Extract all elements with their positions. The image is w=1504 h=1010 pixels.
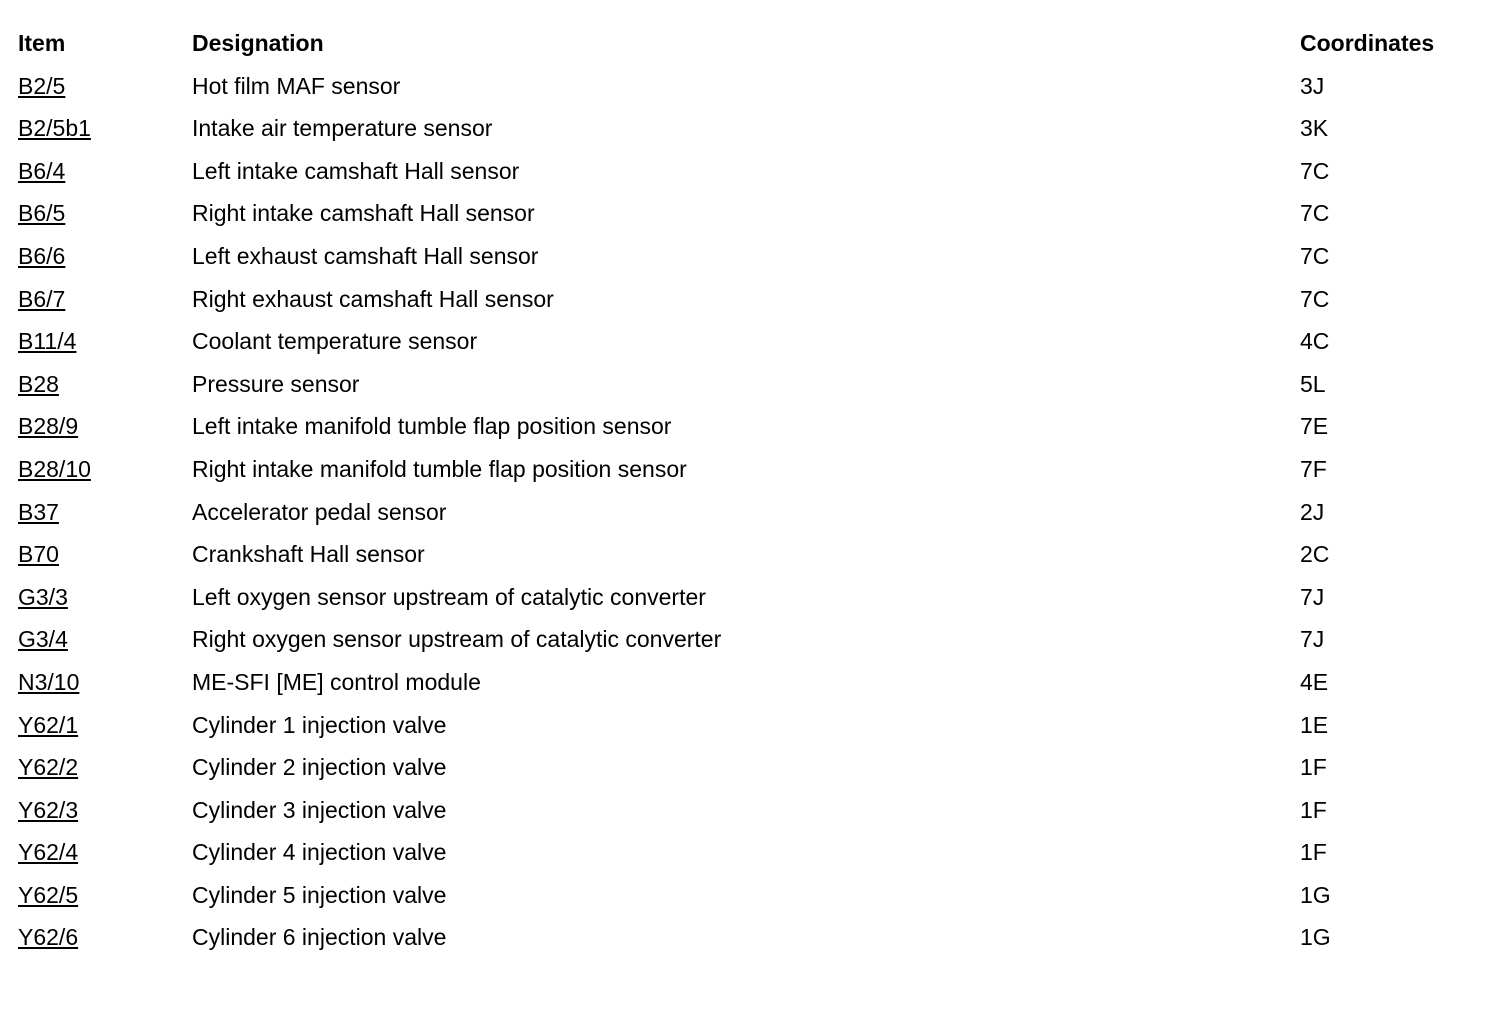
table-row: [18, 746, 1488, 789]
item-link[interactable]: B11/4: [18, 328, 77, 355]
item-link[interactable]: Y62/5: [18, 881, 79, 908]
coordinates-cell: 7C: [1300, 285, 1330, 312]
table-row: [18, 491, 1488, 534]
coordinates-cell: 4E: [1300, 668, 1329, 695]
item-cell: [18, 107, 91, 149]
coordinates-cell: 7C: [1300, 157, 1330, 184]
item-link[interactable]: Y62/1: [18, 711, 79, 738]
table-row: [18, 192, 1488, 235]
item-link[interactable]: B28/9: [18, 413, 79, 440]
table-row: [18, 916, 1488, 959]
header-item: Item: [18, 30, 66, 56]
item-cell: [18, 746, 78, 788]
component-legend-table: [18, 22, 1488, 959]
item-cell: [18, 661, 79, 703]
table-header-row: [18, 22, 1488, 65]
item-link[interactable]: B70: [18, 541, 59, 568]
item-link[interactable]: B6/5: [18, 200, 66, 227]
table-row: [18, 405, 1488, 448]
item-link[interactable]: N3/10: [18, 668, 80, 695]
coordinates-cell: 7C: [1300, 242, 1330, 269]
table-row: [18, 363, 1488, 406]
designation-cell: Crankshaft Hall sensor: [192, 541, 425, 568]
coordinates-cell: 4C: [1300, 328, 1330, 355]
table-row: [18, 874, 1488, 917]
coordinates-cell: 7E: [1300, 413, 1329, 440]
designation-cell: Left intake camshaft Hall sensor: [192, 157, 520, 184]
table-body: [18, 65, 1488, 959]
coordinates-cell: 2C: [1300, 541, 1330, 568]
item-link[interactable]: G3/4: [18, 626, 68, 653]
item-cell: [18, 363, 59, 405]
coordinates-cell: 1F: [1300, 839, 1327, 866]
item-link[interactable]: B6/6: [18, 242, 66, 269]
designation-cell: Accelerator pedal sensor: [192, 498, 447, 525]
table-row: [18, 789, 1488, 832]
designation-cell: Right intake manifold tumble flap position sensor: [192, 455, 687, 482]
item-cell: [18, 874, 78, 916]
item-link[interactable]: Y62/6: [18, 924, 79, 951]
header-coordinates: Coordinates: [1300, 30, 1435, 56]
item-cell: [18, 533, 59, 575]
designation-cell: Left intake manifold tumble flap position sensor: [192, 413, 672, 440]
item-link[interactable]: Y62/2: [18, 754, 79, 781]
item-link[interactable]: B6/4: [18, 157, 66, 184]
item-cell: [18, 831, 78, 873]
item-cell: [18, 278, 65, 320]
table-row: [18, 448, 1488, 491]
item-cell: [18, 491, 59, 533]
item-link[interactable]: B28: [18, 370, 59, 397]
coordinates-cell: 2J: [1300, 498, 1325, 525]
item-cell: [18, 448, 91, 490]
designation-cell: Cylinder 4 injection valve: [192, 839, 447, 866]
designation-cell: Cylinder 2 injection valve: [192, 754, 447, 781]
coordinates-cell: 7J: [1300, 583, 1325, 610]
item-link[interactable]: B2/5: [18, 72, 66, 99]
table-row: [18, 320, 1488, 363]
designation-cell: Cylinder 3 injection valve: [192, 796, 447, 823]
item-cell: [18, 192, 65, 234]
item-cell: [18, 916, 78, 958]
table-row: [18, 278, 1488, 321]
coordinates-cell: 1F: [1300, 796, 1327, 823]
item-cell: [18, 405, 78, 447]
table-row: [18, 107, 1488, 150]
header-designation: Designation: [192, 30, 324, 56]
coordinates-cell: 1E: [1300, 711, 1329, 738]
designation-cell: Pressure sensor: [192, 370, 360, 397]
designation-cell: Hot film MAF sensor: [192, 72, 401, 99]
designation-cell: Cylinder 5 injection valve: [192, 881, 447, 908]
designation-cell: Right intake camshaft Hall sensor: [192, 200, 535, 227]
item-link[interactable]: B2/5b1: [18, 115, 91, 142]
item-link[interactable]: B28/10: [18, 455, 91, 482]
item-link[interactable]: Y62/3: [18, 796, 79, 823]
table-row: [18, 704, 1488, 747]
table-row: [18, 150, 1488, 193]
table-row: [18, 533, 1488, 576]
coordinates-cell: 7C: [1300, 200, 1330, 227]
designation-cell: Cylinder 1 injection valve: [192, 711, 447, 738]
item-cell: [18, 576, 68, 618]
table-row: [18, 65, 1488, 108]
item-link[interactable]: B37: [18, 498, 59, 525]
table-row: [18, 661, 1488, 704]
item-cell: [18, 235, 65, 277]
table-row: [18, 831, 1488, 874]
designation-cell: Cylinder 6 injection valve: [192, 924, 447, 951]
item-link[interactable]: B6/7: [18, 285, 66, 312]
designation-cell: Left exhaust camshaft Hall sensor: [192, 242, 539, 269]
item-cell: [18, 789, 78, 831]
coordinates-cell: 7J: [1300, 626, 1325, 653]
item-cell: [18, 704, 78, 746]
designation-cell: Intake air temperature sensor: [192, 115, 493, 142]
item-cell: [18, 618, 68, 660]
designation-cell: ME-SFI [ME] control module: [192, 668, 481, 695]
item-cell: [18, 65, 65, 107]
designation-cell: Right oxygen sensor upstream of catalytic converter: [192, 626, 722, 653]
coordinates-cell: 1G: [1300, 924, 1331, 951]
table-row: [18, 576, 1488, 619]
table-row: [18, 618, 1488, 661]
coordinates-cell: 1G: [1300, 881, 1331, 908]
table-row: [18, 235, 1488, 278]
item-link[interactable]: Y62/4: [18, 839, 79, 866]
designation-cell: Right exhaust camshaft Hall sensor: [192, 285, 554, 312]
designation-cell: Coolant temperature sensor: [192, 328, 478, 355]
item-link[interactable]: G3/3: [18, 583, 68, 610]
item-cell: [18, 320, 76, 362]
coordinates-cell: 3J: [1300, 72, 1325, 99]
coordinates-cell: 1F: [1300, 754, 1327, 781]
item-cell: [18, 150, 65, 192]
coordinates-cell: 5L: [1300, 370, 1326, 397]
coordinates-cell: 3K: [1300, 115, 1329, 142]
coordinates-cell: 7F: [1300, 455, 1327, 482]
designation-cell: Left oxygen sensor upstream of catalytic converter: [192, 583, 706, 610]
